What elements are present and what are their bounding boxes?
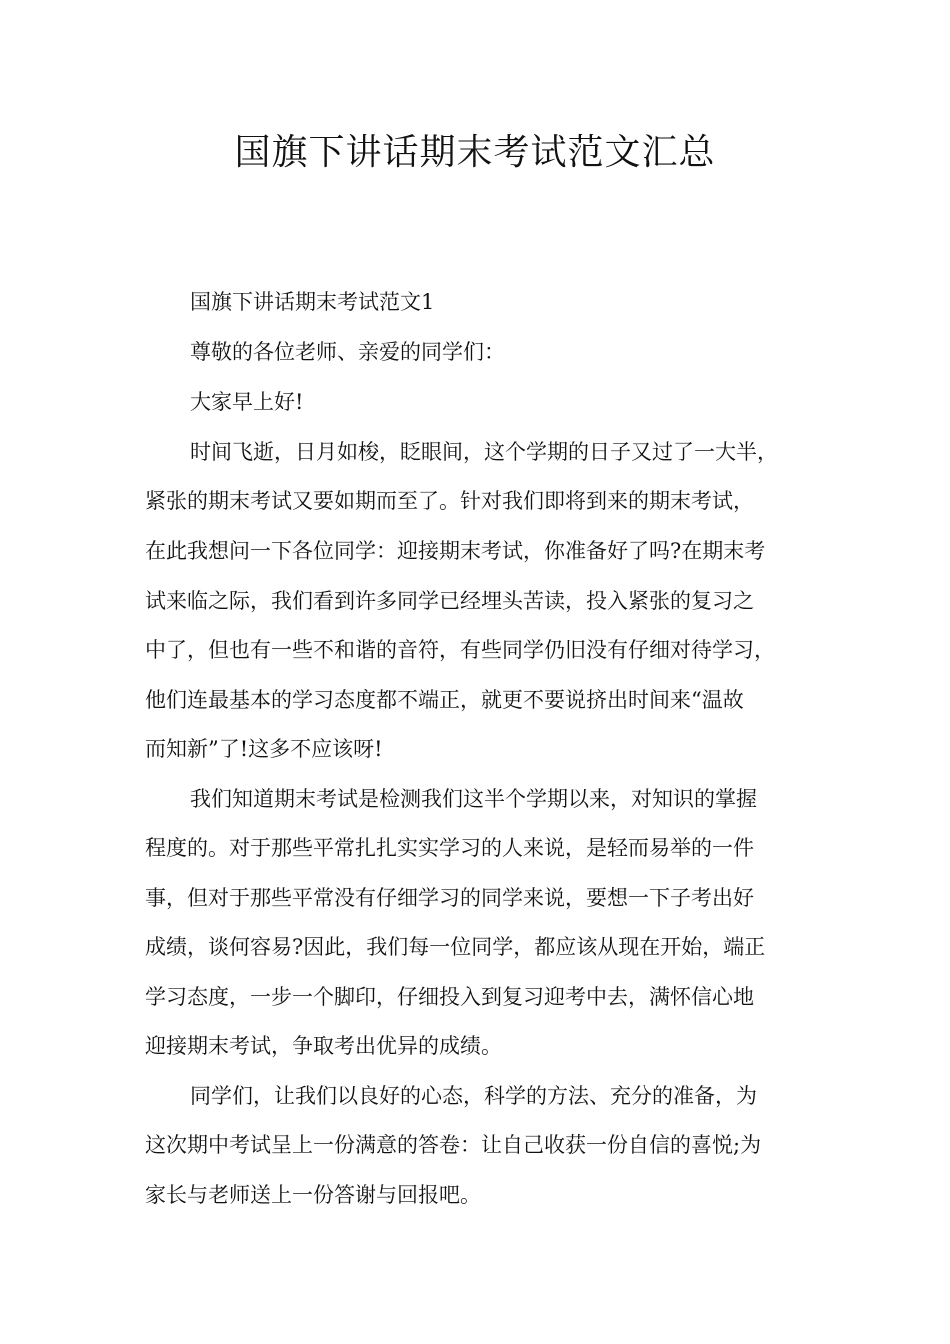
paragraph-1-line-4: 试来临之际，我们看到许多同学已经埋头苦读，投入紧张的复习之: [145, 589, 754, 613]
paragraph-1-line-6: 他们连最基本的学习态度都不端正，就更不要说挤出时间来“温故: [145, 688, 744, 712]
paragraph-3-line-1: 同学们，让我们以良好的心态，科学的方法、充分的准备，为: [190, 1084, 757, 1108]
paragraph-2-line-1: 我们知道期末考试是检测我们这半个学期以来，对知识的掌握: [190, 787, 757, 811]
salutation-line: 尊敬的各位老师、亲爱的同学们：: [190, 340, 505, 364]
paragraph-2-line-5: 学习态度，一步一个脚印，仔细投入到复习迎考中去，满怀信心地: [145, 985, 754, 1009]
paragraph-1-line-5: 中了，但也有一些不和谐的音符，有些同学仍旧没有仔细对待学习，: [145, 638, 775, 662]
paragraph-2-line-6: 迎接期末考试，争取考出优异的成绩。: [145, 1034, 502, 1058]
paragraph-1-line-3: 在此我想问一下各位同学：迎接期末考试，你准备好了吗?在期末考: [145, 539, 766, 563]
paragraph-2-line-4: 成绩，谈何容易?因此，我们每一位同学，都应该从现在开始，端正: [145, 935, 766, 959]
paragraph-1-line-1: 时间飞逝，日月如梭，眨眼间，这个学期的日子又过了一大半，: [190, 440, 778, 464]
paragraph-1-line-7: 而知新”了!这多不应该呀!: [145, 737, 383, 761]
paragraph-2-line-2: 程度的。对于那些平常扎扎实实学习的人来说，是轻而易举的一件: [145, 836, 754, 860]
paragraph-2-line-3: 事，但对于那些平常没有仔细学习的同学来说，要想一下子考出好: [145, 886, 754, 910]
paragraph-3-line-3: 家长与老师送上一份答谢与回报吧。: [145, 1183, 481, 1207]
greeting-line: 大家早上好!: [190, 390, 304, 414]
paragraph-1-line-2: 紧张的期末考试又要如期而至了。针对我们即将到来的期末考试，: [145, 489, 754, 513]
document-title: 国旗下讲话期末考试范文汇总: [234, 132, 716, 173]
paragraph-3-line-2: 这次期中考试呈上一份满意的答卷：让自己收获一份自信的喜悦;为: [145, 1133, 762, 1157]
section-heading: 国旗下讲话期末考试范文1: [190, 290, 435, 314]
